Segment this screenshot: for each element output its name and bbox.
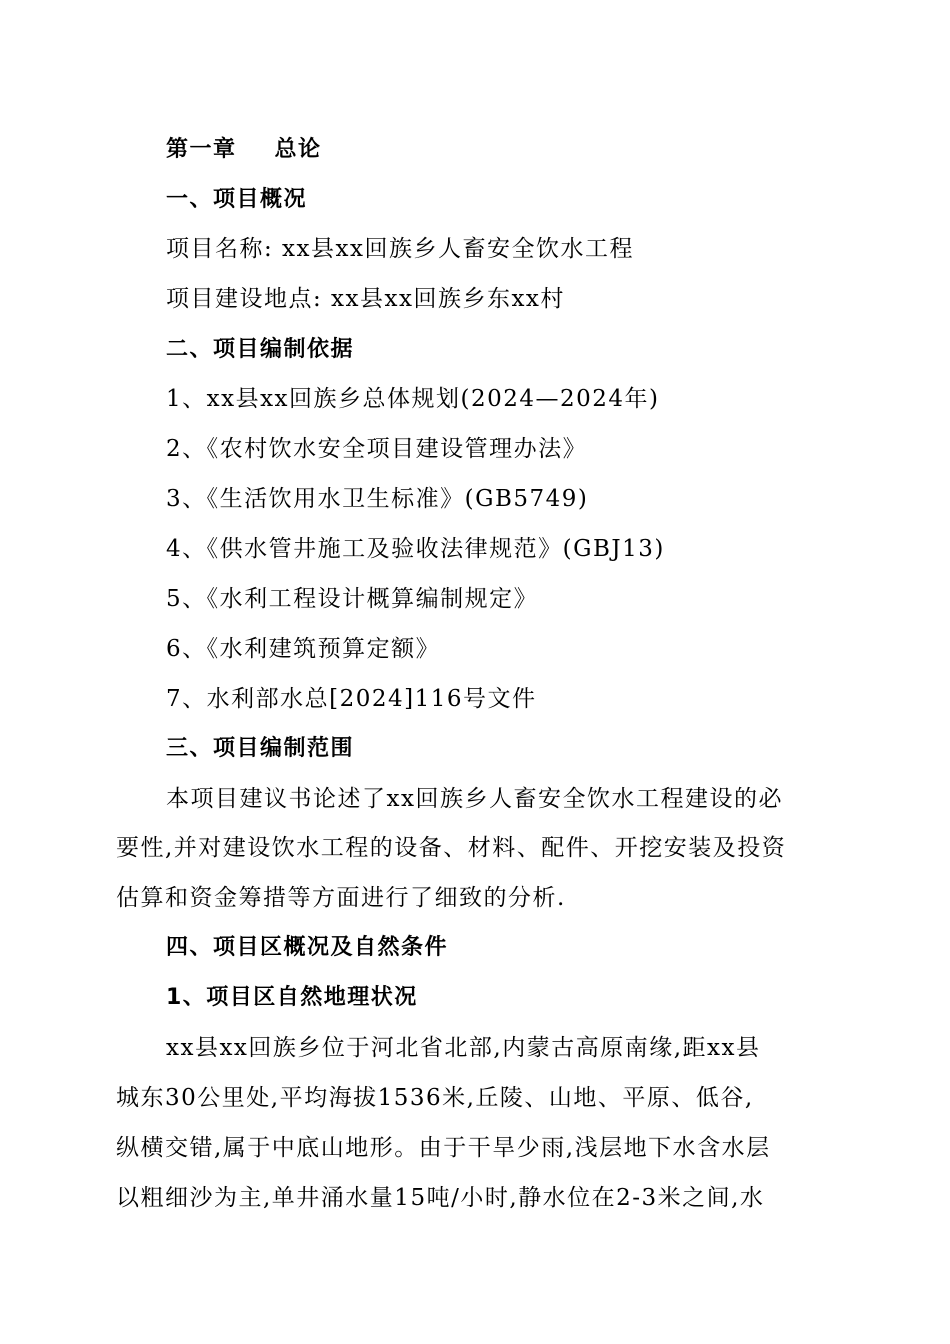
basis-item-6: 6、《水利建筑预算定额》 (166, 636, 441, 662)
basis-item-1: 1、xx县xx回族乡总体规划(2024—2024年) (166, 386, 660, 412)
chapter-number: 第一章 (166, 137, 237, 162)
project-location-line: 项目建设地点: xx县xx回族乡东xx村 (166, 286, 565, 312)
geography-paragraph-line-1: xx县xx回族乡位于河北省北部,内蒙古高原南缘,距xx县 (166, 1035, 761, 1061)
section-heading-basis: 二、项目编制依据 (166, 337, 355, 362)
chapter-heading (166, 135, 322, 165)
subsection-heading-geography: 1、项目区自然地理状况 (166, 985, 418, 1010)
basis-item-3: 3、《生活饮用水卫生标准》(GB5749) (166, 486, 589, 512)
scope-paragraph-line-1: 本项目建议书论述了xx回族乡人畜安全饮水工程建设的必 (166, 786, 783, 812)
section-heading-overview: 一、项目概况 (166, 187, 308, 212)
project-name-line: 项目名称: xx县xx回族乡人畜安全饮水工程 (166, 236, 634, 262)
geography-paragraph-line-2: 城东30公里处,平均海拔1536米,丘陵、山地、平原、低谷, (116, 1085, 754, 1111)
geography-paragraph-line-4: 以粗细沙为主,单井涌水量15吨/小时,静水位在2-3米之间,水 (116, 1185, 765, 1211)
scope-paragraph-line-2: 要性,并对建设饮水工程的设备、材料、配件、开挖安装及投资 (116, 835, 787, 861)
chapter-title: 总论 (274, 137, 322, 162)
basis-item-7: 7、水利部水总[2024]116号文件 (166, 686, 537, 712)
section-heading-scope: 三、项目编制范围 (166, 736, 355, 761)
basis-item-4: 4、《供水管井施工及验收法律规范》(GBJ13) (166, 536, 665, 562)
geography-paragraph-line-3: 纵横交错,属于中底山地形。由于干旱少雨,浅层地下水含水层 (116, 1135, 771, 1161)
basis-item-2: 2、《农村饮水安全项目建设管理办法》 (166, 436, 588, 462)
section-heading-natural: 四、项目区概况及自然条件 (166, 935, 449, 960)
basis-item-5: 5、《水利工程设计概算编制规定》 (166, 586, 539, 612)
scope-paragraph-line-3: 估算和资金筹措等方面进行了细致的分析. (116, 885, 566, 911)
